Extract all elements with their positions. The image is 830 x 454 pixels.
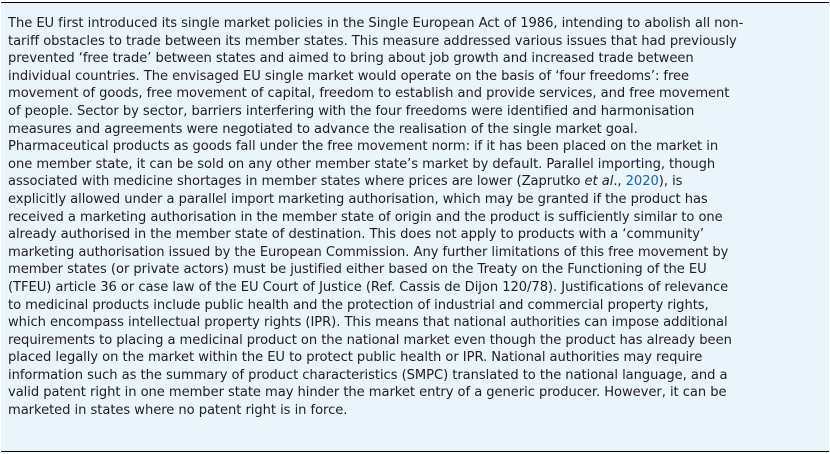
text-line-with-citation xyxy=(8,173,826,191)
text-line: individual countries. The envisaged EU single market would operate on the basis of ‘four freedoms’: free xyxy=(8,68,690,84)
text-line: Pharmaceutical products as goods fall under the free movement norm: if it has been placed on the market in xyxy=(8,139,719,155)
text-segment: associated with medicine shortages in member states where prices are lower ( xyxy=(8,174,522,190)
citation-etal: et al xyxy=(584,174,614,190)
text-line: (TFEU) article 36 or case law of the EU Court of Justice (Ref. Cassis de Dijon 120/78). Justifications of relevance xyxy=(8,279,729,295)
text-line: information such as the summary of product characteristics (SMPC) translated to the national language, and a xyxy=(8,367,728,383)
text-line: requirements to placing a medicinal product on the national market even though the product has already been xyxy=(8,332,732,348)
text-line: one member state, it can be sold on any other member state’s market by default. Parallel importing, though xyxy=(8,156,716,172)
citation-author: Zaprutko xyxy=(521,174,585,190)
text-box xyxy=(1,2,829,452)
text-line: marketing authorisation issued by the European Commission. Any further limitations of this free movement by xyxy=(8,244,729,260)
text-line: placed legally on the market within the EU to protect public health or IPR. National authorities may require xyxy=(8,350,703,366)
text-line: measures and agreements were negotiated to advance the realisation of the single market goal. xyxy=(8,121,638,137)
text-line: tariff obstacles to trade between its member states. This measure addressed various issues that had previously xyxy=(8,33,737,49)
text-line: received a marketing authorisation in the member state of origin and the product is sufficiently similar to one xyxy=(8,209,723,225)
citation-year-link[interactable]: 2020 xyxy=(625,174,659,190)
text-line: member states (or private actors) must be justified either based on the Treaty on the Functioning of the EU xyxy=(8,262,707,278)
text-line: explicitly allowed under a parallel import marketing authorisation, which may be granted if the product has xyxy=(8,191,708,207)
text-line: prevented ‘free trade’ between states and aimed to bring about job growth and increased trade between xyxy=(8,51,694,67)
text-line: valid patent right in one member state may hinder the market entry of a generic producer. However, it can be xyxy=(8,385,727,401)
text-line: which encompass intellectual property rights (IPR). This means that national authorities can impose additional xyxy=(8,315,728,331)
body-paragraph xyxy=(8,15,826,420)
text-line: to medicinal products include public health and the protection of industrial and commercial property rights, xyxy=(8,297,709,313)
text-line: movement of goods, free movement of capital, freedom to establish and provide services, and free movement xyxy=(8,86,730,102)
text-line: already authorised in the member state of destination. This does not apply to products with a ‘community’ xyxy=(8,227,705,243)
citation-separator: ., xyxy=(613,174,626,190)
text-line: of people. Sector by sector, barriers interfering with the four freedoms were identified and harmonisation xyxy=(8,103,695,119)
text-segment: ), is xyxy=(658,174,683,190)
text-line: The EU first introduced its single market policies in the Single European Act of 1986, intending to abolish all non- xyxy=(8,16,744,31)
text-line: marketed in states where no patent right is in force. xyxy=(8,403,348,419)
